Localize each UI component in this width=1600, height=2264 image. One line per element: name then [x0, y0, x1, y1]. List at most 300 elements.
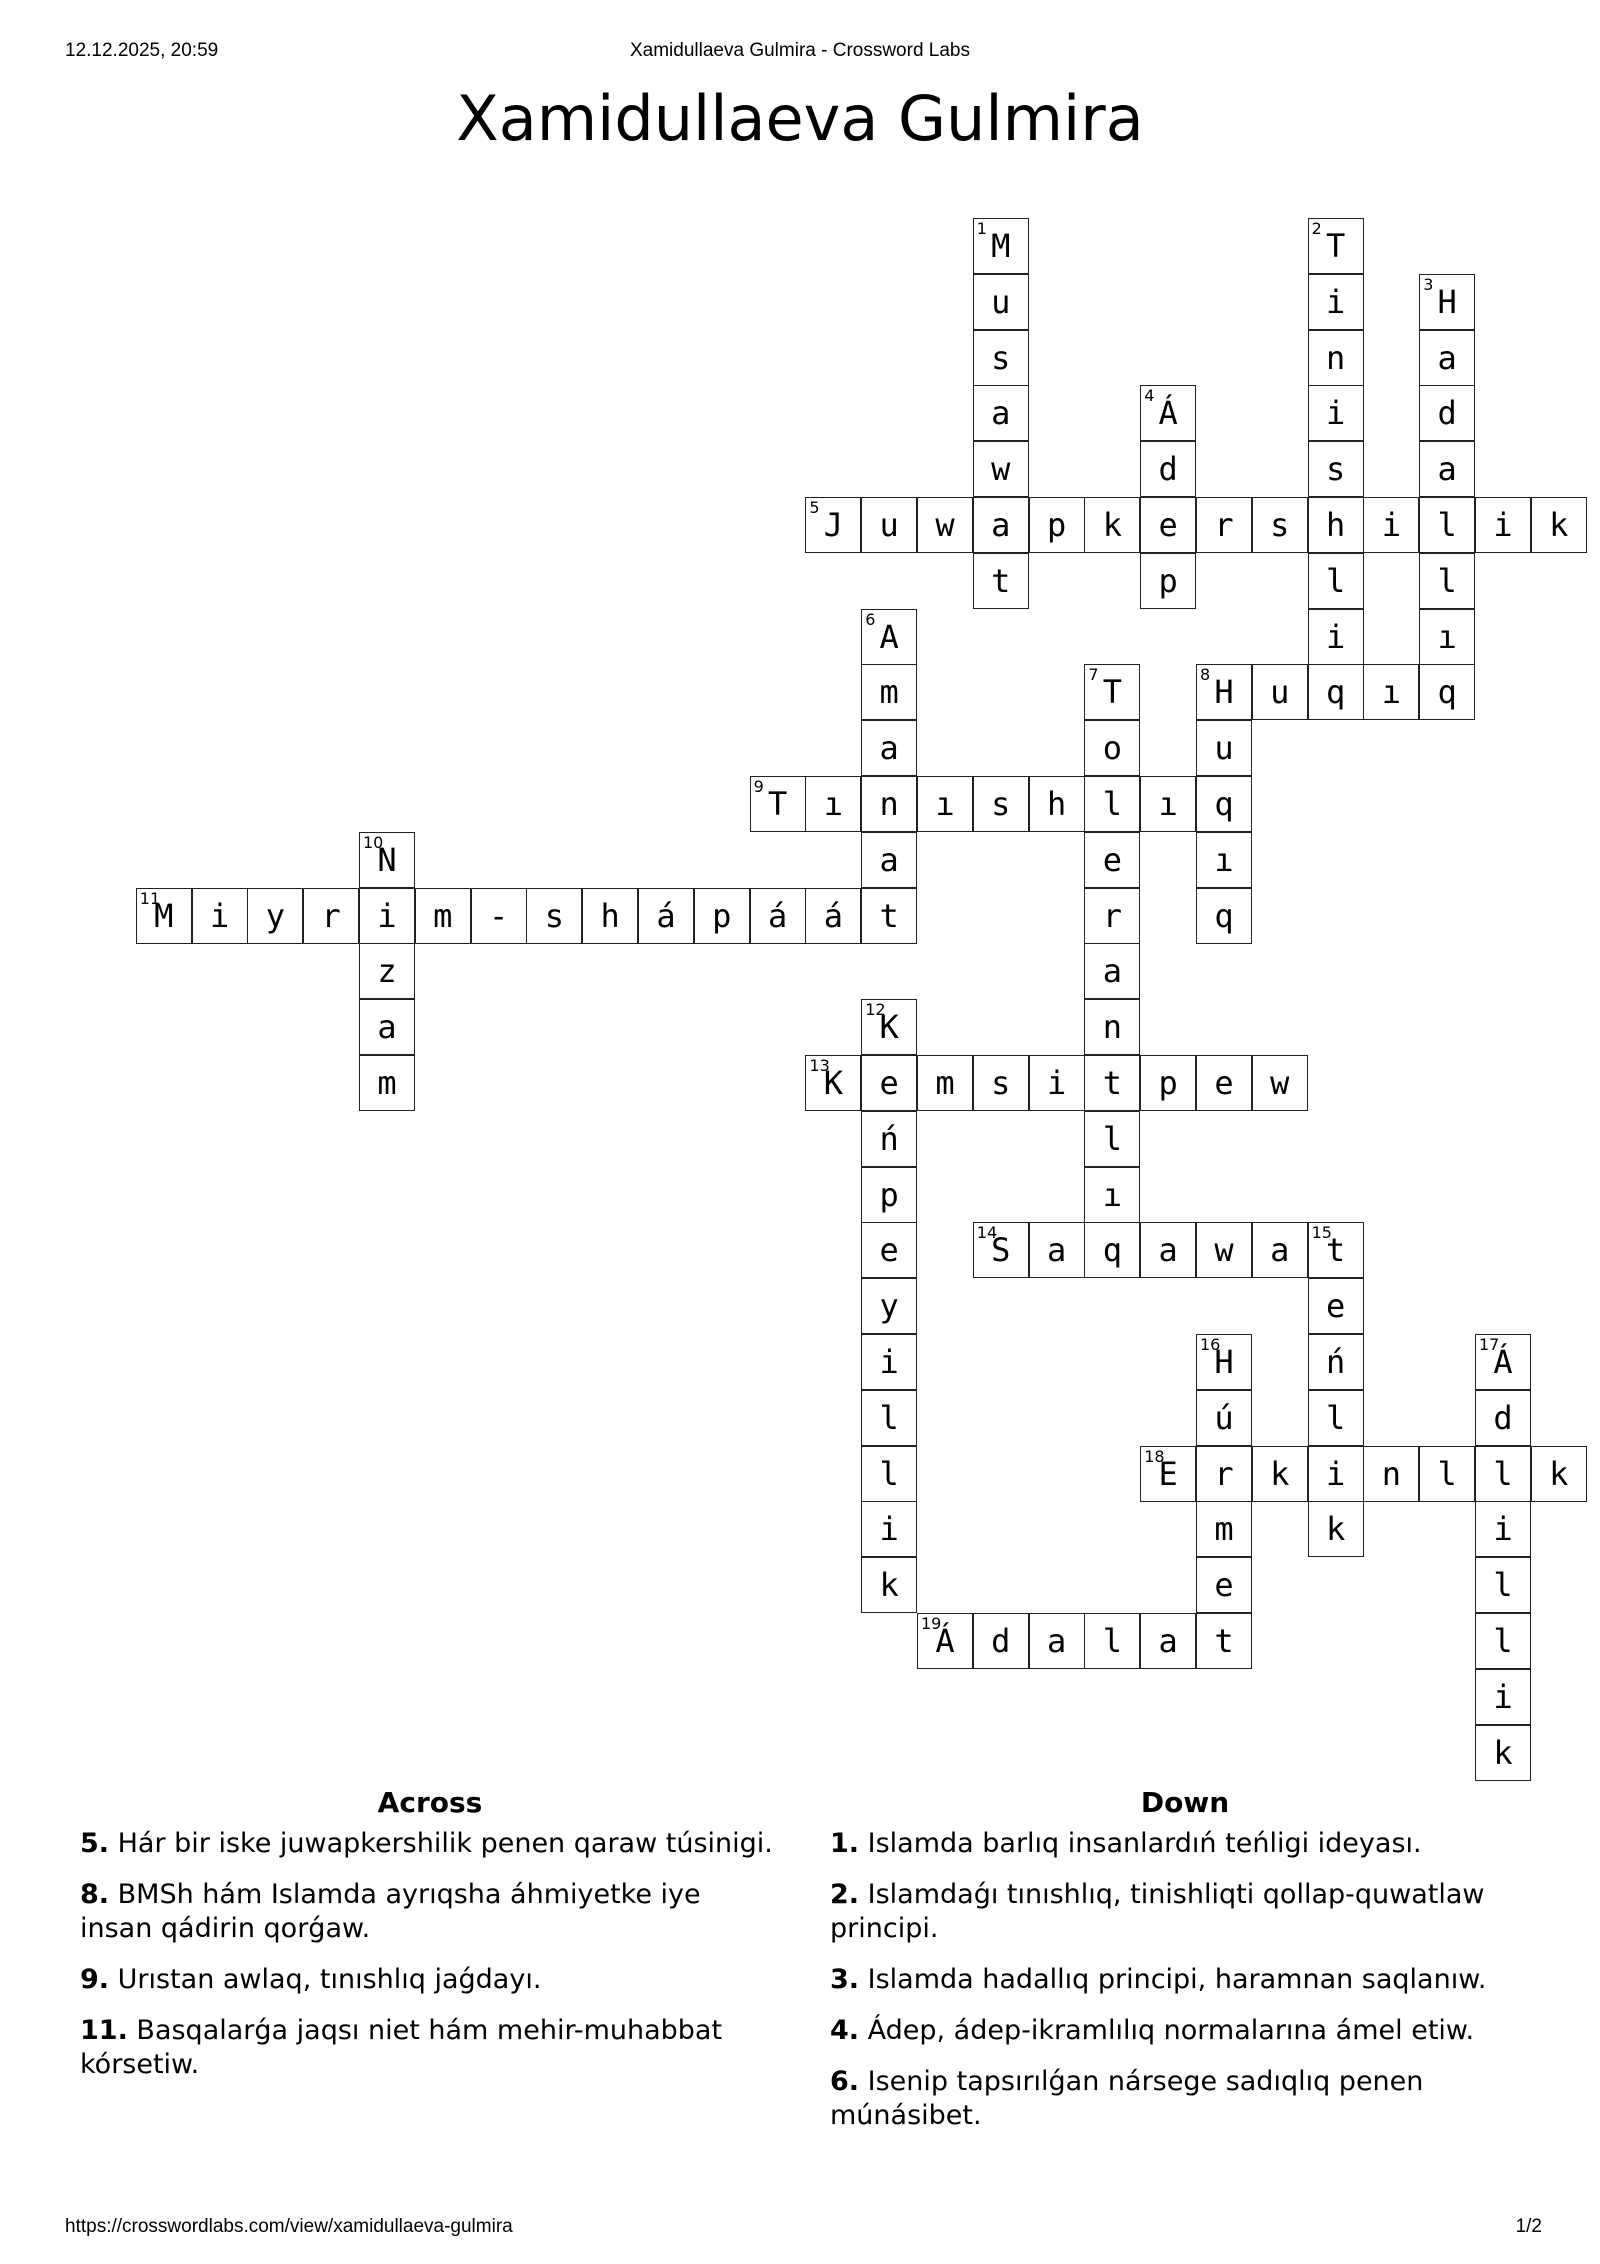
crossword-cell[interactable]: [359, 999, 415, 1055]
cell-letter: ú: [1214, 1398, 1234, 1437]
crossword-cell[interactable]: [359, 832, 415, 888]
crossword-cell[interactable]: [805, 497, 861, 553]
crossword-cell[interactable]: [1475, 497, 1531, 553]
crossword-cell[interactable]: [1308, 330, 1364, 386]
crossword-cell[interactable]: [1475, 1725, 1531, 1781]
crossword-cell[interactable]: [973, 330, 1029, 386]
cell-letter: -: [488, 896, 509, 935]
crossword-cell[interactable]: [1363, 664, 1419, 720]
clue-number: 3.: [830, 1964, 860, 1995]
cell-letter: s: [1270, 506, 1290, 544]
clue-number-label: 13: [809, 1056, 830, 1075]
cell-letter: r: [1102, 896, 1123, 935]
crossword-cell[interactable]: [1029, 1055, 1085, 1111]
crossword-cell[interactable]: [861, 1557, 917, 1613]
crossword-cell[interactable]: [1196, 1055, 1252, 1111]
cell-letter: t: [1214, 1622, 1234, 1660]
crossword-cell[interactable]: [1308, 1446, 1364, 1502]
crossword-cell[interactable]: [1140, 1446, 1196, 1502]
cell-letter: t: [991, 561, 1011, 600]
crossword-cell[interactable]: [1475, 1613, 1531, 1669]
crossword-cell[interactable]: [1140, 441, 1196, 497]
cell-letter: M: [991, 227, 1011, 265]
cell-letter: l: [1493, 1454, 1513, 1493]
crossword-cell[interactable]: [1084, 888, 1140, 944]
cell-letter: H: [1437, 282, 1457, 321]
cell-letter: l: [1102, 1119, 1123, 1158]
cell-letter: e: [1102, 840, 1123, 879]
cell-letter: q: [1437, 673, 1457, 712]
crossword-cell[interactable]: [1196, 1334, 1252, 1390]
cell-letter: á: [767, 896, 788, 935]
crossword-cell[interactable]: [861, 1334, 917, 1390]
browser-tab-title: Xamidullaeva Gulmira - Crossword Labs: [629, 40, 970, 61]
cell-letter: p: [1046, 506, 1067, 544]
crossword-cell[interactable]: [359, 888, 415, 944]
crossword-cell[interactable]: [805, 888, 861, 944]
cell-letter: á: [656, 896, 676, 935]
clue-text: Islamda barlıq insanlardıń teńligi ideyası.: [859, 1828, 1422, 1859]
cell-letter: m: [879, 673, 899, 712]
crossword-cell[interactable]: [1475, 1501, 1531, 1557]
crossword-cell[interactable]: [1475, 1669, 1531, 1725]
cell-letter: q: [1102, 1231, 1123, 1270]
cell-letter: u: [879, 506, 899, 544]
clue-number: 6.: [830, 2066, 860, 2097]
crossword-cell[interactable]: [694, 888, 750, 944]
crossword-cell[interactable]: [861, 776, 917, 832]
clue-text: BMSh hám Islamda ayrıqsha áhmiyetke iye insan qádirin qorǵaw.: [80, 1879, 701, 1944]
cell-letter: n: [1102, 1008, 1123, 1047]
cell-letter: q: [1214, 896, 1234, 935]
cell-letter: ı: [1102, 1175, 1123, 1214]
crossword-cell[interactable]: [1029, 776, 1085, 832]
cell-letter: i: [209, 896, 230, 935]
cell-letter: i: [1046, 1064, 1067, 1102]
cell-letter: i: [377, 896, 397, 935]
cell-letter: k: [879, 1566, 899, 1605]
crossword-cell[interactable]: [1308, 441, 1364, 497]
cell-letter: d: [1158, 450, 1178, 489]
cell-letter: i: [879, 1343, 899, 1381]
crossword-cell[interactable]: [471, 888, 527, 944]
crossword-cell[interactable]: [415, 888, 471, 944]
crossword-cell[interactable]: [1084, 1613, 1140, 1669]
crossword-cell[interactable]: [1308, 609, 1364, 665]
crossword-cell[interactable]: [1084, 497, 1140, 553]
crossword-cell[interactable]: [861, 497, 917, 553]
crossword-cell[interactable]: [1252, 664, 1308, 720]
crossword-cell[interactable]: [1140, 385, 1196, 441]
cell-letter: k: [1549, 1454, 1569, 1493]
cell-letter: a: [991, 394, 1011, 433]
cell-letter: t: [1102, 1064, 1123, 1102]
cell-letter: ı: [935, 785, 955, 823]
cell-letter: l: [879, 1454, 899, 1493]
cell-letter: l: [1437, 1454, 1457, 1493]
crossword-cell[interactable]: [1308, 497, 1364, 553]
crossword-cell[interactable]: [973, 274, 1029, 330]
cell-letter: k: [1270, 1454, 1290, 1493]
cell-letter: i: [1493, 1677, 1513, 1716]
cell-letter: m: [935, 1064, 955, 1102]
crossword-cell[interactable]: [861, 1501, 917, 1557]
crossword-cell[interactable]: [582, 888, 638, 944]
crossword-cell[interactable]: [1419, 274, 1475, 330]
cell-letter: l: [1437, 506, 1457, 544]
crossword-cell[interactable]: [1084, 999, 1140, 1055]
cell-letter: p: [1158, 1064, 1178, 1102]
cell-letter: p: [1158, 561, 1178, 600]
crossword-cell[interactable]: [1363, 1446, 1419, 1502]
crossword-cell[interactable]: [861, 1055, 917, 1111]
crossword-cell[interactable]: [861, 720, 917, 776]
clue-number: 5.: [80, 1828, 110, 1859]
crossword-cell[interactable]: [1419, 1446, 1475, 1502]
cell-letter: l: [1325, 561, 1346, 600]
crossword-cell[interactable]: [1252, 497, 1308, 553]
crossword-cell[interactable]: [1475, 1390, 1531, 1446]
crossword-cell[interactable]: [1531, 1446, 1587, 1502]
cell-letter: y: [265, 896, 286, 935]
crossword-cell[interactable]: [1475, 1446, 1531, 1502]
crossword-cell[interactable]: [1084, 664, 1140, 720]
cell-letter: m: [377, 1064, 397, 1102]
crossword-cell[interactable]: [750, 776, 806, 832]
cell-letter: w: [1214, 1231, 1234, 1270]
clue-number-label: 14: [976, 1223, 998, 1243]
crossword-cell[interactable]: [861, 999, 917, 1055]
crossword-cell[interactable]: [1140, 1055, 1196, 1111]
crossword-cell[interactable]: [1419, 553, 1475, 609]
crossword-cell[interactable]: [1084, 1055, 1140, 1111]
crossword-cell[interactable]: [1084, 943, 1140, 999]
crossword-cell[interactable]: [359, 1055, 415, 1111]
cell-letter: ı: [1158, 785, 1178, 823]
crossword-cell[interactable]: [1196, 832, 1252, 888]
crossword-cell[interactable]: [1308, 1222, 1364, 1278]
cell-letter: h: [1325, 506, 1346, 544]
crossword-cell[interactable]: [861, 609, 917, 665]
across-clue: [80, 1963, 780, 1997]
crossword-cell[interactable]: [1308, 1390, 1364, 1446]
cell-letter: a: [1437, 338, 1457, 377]
cell-letter: i: [879, 1510, 899, 1549]
cell-letter: M: [154, 896, 174, 935]
crossword-cell[interactable]: [1419, 664, 1475, 720]
clue-number-label: 12: [865, 1000, 886, 1020]
crossword-cell[interactable]: [861, 1111, 917, 1167]
clue-number-label: 9: [753, 777, 764, 796]
clue-number-label: 11: [139, 888, 161, 908]
cell-letter: m: [433, 896, 453, 935]
crossword-cell[interactable]: [1084, 776, 1140, 832]
crossword-cell[interactable]: [303, 888, 359, 944]
cell-letter: a: [879, 729, 899, 768]
cell-letter: H: [1214, 1343, 1234, 1381]
crossword-cell[interactable]: [973, 1613, 1029, 1669]
crossword-cell[interactable]: [1308, 1501, 1364, 1557]
crossword-cell[interactable]: [861, 1222, 917, 1278]
clue-number-label: 18: [1144, 1446, 1165, 1466]
crossword-cell[interactable]: [1308, 218, 1364, 274]
cell-letter: k: [1549, 506, 1569, 544]
cell-letter: á: [823, 896, 844, 935]
crossword-cell[interactable]: [1084, 720, 1140, 776]
crossword-cell[interactable]: [1140, 497, 1196, 553]
cell-letter: H: [1214, 673, 1234, 712]
crossword-cell[interactable]: [1308, 274, 1364, 330]
cell-letter: e: [1325, 1287, 1346, 1326]
crossword-cell[interactable]: [1308, 1278, 1364, 1334]
crossword-cell[interactable]: [973, 1055, 1029, 1111]
crossword-cell[interactable]: [526, 888, 582, 944]
cell-letter: r: [1214, 506, 1234, 544]
cell-letter: ń: [1325, 1343, 1346, 1381]
crossword-cell[interactable]: [750, 888, 806, 944]
crossword-cell[interactable]: [1308, 1334, 1364, 1390]
crossword-cell[interactable]: [638, 888, 694, 944]
cell-letter: T: [767, 785, 788, 823]
cell-letter: k: [1493, 1733, 1513, 1772]
cell-letter: a: [1158, 1231, 1178, 1270]
cell-letter: a: [991, 506, 1011, 544]
crossword-cell[interactable]: [973, 497, 1029, 553]
crossword-cell[interactable]: [1196, 664, 1252, 720]
across-clue: [80, 1878, 780, 1946]
crossword-cell[interactable]: [1196, 1501, 1252, 1557]
crossword-cell[interactable]: [1308, 664, 1364, 720]
crossword-cell[interactable]: [1140, 776, 1196, 832]
crossword-cell[interactable]: [861, 664, 917, 720]
clue-number-label: 10: [363, 832, 384, 852]
clue-text: Urıstan awlaq, tınıshlıq jaǵdayı.: [109, 1964, 542, 1995]
across-clue: [80, 1827, 780, 1861]
crossword-cell[interactable]: [1252, 1055, 1308, 1111]
cell-letter: k: [1102, 506, 1123, 544]
crossword-cell[interactable]: [1196, 1613, 1252, 1669]
crossword-cell[interactable]: [973, 776, 1029, 832]
cell-letter: u: [1214, 729, 1234, 768]
crossword-cell[interactable]: [1029, 497, 1085, 553]
across-clue: [80, 2014, 780, 2082]
crossword-cell[interactable]: [1308, 385, 1364, 441]
crossword-cell[interactable]: [136, 888, 192, 944]
crossword-cell[interactable]: [1419, 330, 1475, 386]
across-clues: [80, 1786, 780, 2099]
cell-letter: a: [1437, 450, 1457, 489]
crossword-cell[interactable]: [861, 888, 917, 944]
cell-letter: q: [1325, 673, 1346, 712]
clue-number-label: 5: [809, 498, 820, 517]
crossword-cell[interactable]: [1196, 720, 1252, 776]
crossword-cell[interactable]: [247, 888, 303, 944]
browser-datetime: 12.12.2025, 20:59: [65, 40, 219, 61]
crossword-cell[interactable]: [1419, 441, 1475, 497]
crossword-cell[interactable]: [1252, 1446, 1308, 1502]
cell-letter: t: [1325, 1231, 1346, 1270]
cell-letter: n: [879, 785, 899, 823]
cell-letter: ı: [1437, 617, 1457, 656]
clue-number: 4.: [830, 2015, 860, 2046]
cell-letter: z: [377, 952, 397, 991]
cell-letter: ı: [1214, 840, 1234, 879]
crossword-cell[interactable]: [861, 1446, 917, 1502]
cell-letter: w: [935, 506, 955, 544]
crossword-cell[interactable]: [917, 776, 973, 832]
cell-letter: r: [1214, 1454, 1234, 1493]
cell-letter: k: [1325, 1510, 1346, 1549]
cell-letter: l: [879, 1398, 899, 1437]
clue-text: Isenip tapsırılǵan nársege sadıqlıq penen múnásibet.: [830, 2066, 1424, 2131]
crossword-cell[interactable]: [1140, 553, 1196, 609]
crossword-cell[interactable]: [1531, 497, 1587, 553]
clue-number-label: 8: [1200, 665, 1211, 685]
cell-letter: i: [1325, 617, 1346, 656]
down-clue: [830, 2014, 1540, 2048]
crossword-cell[interactable]: [861, 832, 917, 888]
down-clue: [830, 1878, 1540, 1946]
crossword-cell[interactable]: [1196, 1446, 1252, 1502]
crossword-cell[interactable]: [1084, 832, 1140, 888]
cell-letter: m: [1214, 1510, 1234, 1549]
cell-letter: r: [321, 896, 341, 935]
clue-number-label: 17: [1479, 1335, 1500, 1354]
clue-text: Ádep, ádep-ikramlılıq normalarına ámel etiw.: [859, 2015, 1475, 2046]
crossword-cell[interactable]: [1308, 553, 1364, 609]
cell-letter: K: [823, 1064, 844, 1102]
cell-letter: i: [1493, 1510, 1513, 1549]
cell-letter: e: [879, 1231, 899, 1270]
cell-letter: l: [1493, 1622, 1513, 1660]
down-clue: [830, 1963, 1540, 1997]
crossword-cell[interactable]: [1029, 1613, 1085, 1669]
cell-letter: w: [1270, 1064, 1290, 1102]
across-clue-list: [80, 1827, 780, 2082]
down-heading: Down: [1140, 1786, 1230, 1819]
crossword-cell[interactable]: [1196, 1557, 1252, 1613]
crossword-cell[interactable]: [1140, 1222, 1196, 1278]
crossword-cell[interactable]: [1419, 497, 1475, 553]
crossword-cell[interactable]: [359, 943, 415, 999]
crossword-cell[interactable]: [192, 888, 248, 944]
crossword-cell[interactable]: [1084, 1111, 1140, 1167]
crossword-cell[interactable]: [861, 1167, 917, 1223]
cell-letter: l: [1493, 1566, 1513, 1605]
cell-letter: e: [1158, 506, 1178, 544]
cell-letter: h: [1046, 785, 1067, 823]
cell-letter: u: [991, 282, 1011, 321]
cell-letter: l: [1102, 1622, 1123, 1660]
cell-letter: p: [712, 896, 732, 935]
crossword-cell[interactable]: [1252, 1222, 1308, 1278]
crossword-cell[interactable]: [917, 497, 973, 553]
crossword-cell[interactable]: [805, 776, 861, 832]
down-clues: [830, 1786, 1540, 2150]
crossword-cell[interactable]: [917, 1055, 973, 1111]
crossword-cell[interactable]: [861, 1390, 917, 1446]
crossword-cell[interactable]: [973, 218, 1029, 274]
cell-letter: E: [1158, 1454, 1178, 1493]
crossword-cell[interactable]: [1196, 1222, 1252, 1278]
cell-letter: n: [1381, 1454, 1402, 1493]
clue-number-label: 1: [976, 219, 987, 238]
down-clue-list: [830, 1827, 1540, 2133]
crossword-cell[interactable]: [1196, 1390, 1252, 1446]
cell-letter: d: [1493, 1398, 1513, 1437]
crossword-cell[interactable]: [1196, 888, 1252, 944]
cell-letter: i: [1325, 1454, 1346, 1493]
clue-number-label: 7: [1088, 665, 1099, 685]
clue-number-label: 3: [1423, 274, 1434, 294]
crossword-cell[interactable]: [973, 441, 1029, 497]
crossword-cell[interactable]: [1475, 1557, 1531, 1613]
page-url[interactable]: https://crosswordlabs.com/view/xamidullaeva-gulmira: [65, 2216, 513, 2237]
crossword-cell[interactable]: [1084, 1167, 1140, 1223]
crossword-cell[interactable]: [917, 1613, 973, 1669]
cell-letter: i: [1325, 282, 1346, 321]
clue-number-label: 4: [1144, 386, 1155, 406]
cell-letter: s: [1325, 450, 1346, 489]
crossword-cell[interactable]: [1419, 609, 1475, 665]
cell-letter: l: [1437, 561, 1457, 600]
cell-letter: t: [879, 896, 899, 935]
crossword-cell[interactable]: [1140, 1613, 1196, 1669]
cell-letter: q: [1214, 785, 1234, 823]
down-clue: [830, 1827, 1540, 1861]
crossword-cell[interactable]: [805, 1055, 861, 1111]
clue-text: Basqalarǵa jaqsı niet hám mehir-muhabbat kórsetiw.: [80, 2015, 723, 2080]
cell-letter: e: [1214, 1566, 1234, 1605]
crossword-cell[interactable]: [973, 385, 1029, 441]
crossword-cell[interactable]: [1419, 385, 1475, 441]
cell-letter: Á: [1158, 394, 1178, 433]
cell-letter: J: [823, 506, 844, 544]
cell-letter: h: [600, 896, 620, 935]
cell-letter: i: [1325, 394, 1346, 433]
clue-number: 8.: [80, 1879, 110, 1910]
page-title: Xamidullaeva Gulmira: [456, 82, 1144, 155]
cell-letter: l: [1325, 1398, 1346, 1437]
crossword-cell[interactable]: [861, 1278, 917, 1334]
cell-letter: ń: [879, 1119, 899, 1158]
crossword-cell[interactable]: [1196, 497, 1252, 553]
cell-letter: s: [991, 785, 1011, 823]
cell-letter: a: [879, 840, 899, 879]
crossword-cell[interactable]: [1084, 1222, 1140, 1278]
clue-number: 9.: [80, 1964, 110, 1995]
crossword-cell[interactable]: [973, 1222, 1029, 1278]
crossword-cell[interactable]: [1029, 1222, 1085, 1278]
cell-letter: A: [879, 617, 899, 656]
cell-letter: e: [1214, 1064, 1234, 1102]
cell-letter: i: [1381, 506, 1402, 544]
cell-letter: u: [1270, 673, 1290, 712]
cell-letter: a: [1270, 1231, 1290, 1270]
cell-letter: o: [1102, 729, 1123, 768]
cell-letter: a: [377, 1008, 397, 1047]
clue-number-label: 6: [865, 609, 876, 629]
crossword-cell[interactable]: [1363, 497, 1419, 553]
cell-letter: p: [879, 1175, 899, 1214]
cell-letter: s: [991, 1064, 1011, 1102]
crossword-cell[interactable]: [973, 553, 1029, 609]
cell-letter: i: [1493, 506, 1513, 544]
crossword-cell[interactable]: [1475, 1334, 1531, 1390]
crossword-cell[interactable]: [1196, 776, 1252, 832]
cell-letter: K: [879, 1008, 899, 1047]
cell-letter: a: [1046, 1231, 1067, 1270]
